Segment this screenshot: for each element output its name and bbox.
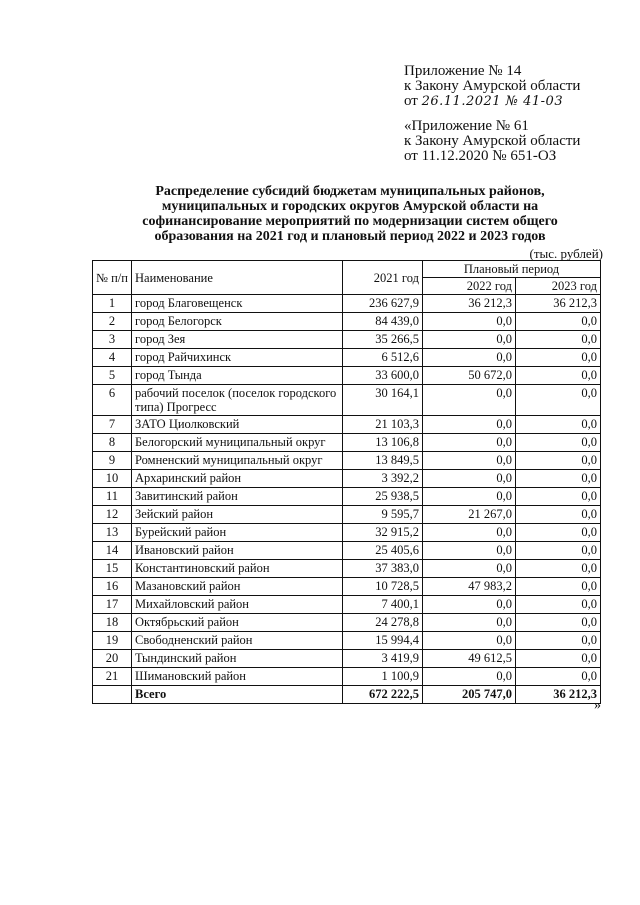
value-2022: 0,0 xyxy=(423,470,516,488)
value-2021: 10 728,5 xyxy=(343,578,423,596)
row-name: город Благовещенск xyxy=(132,295,343,313)
row-name: Белогорский муниципальный округ xyxy=(132,434,343,452)
value-2023: 0,0 xyxy=(516,614,601,632)
value-2023: 0,0 xyxy=(516,542,601,560)
table-row xyxy=(93,434,601,452)
header-2021: 2021 год xyxy=(343,261,423,295)
appendix-date-line xyxy=(404,94,580,109)
value-2022: 0,0 xyxy=(423,524,516,542)
value-2022: 0,0 xyxy=(423,331,516,349)
row-number: 7 xyxy=(93,416,132,434)
row-name: рабочий поселок (поселок городского типа) Прогресс xyxy=(132,385,343,416)
table-row xyxy=(93,560,601,578)
subsidy-table xyxy=(92,260,601,704)
value-2021: 3 419,9 xyxy=(343,650,423,668)
title-line: муниципальных и городских округов Амурской области на xyxy=(161,199,539,214)
value-2022: 0,0 xyxy=(423,614,516,632)
table-row xyxy=(93,668,601,686)
value-2023: 0,0 xyxy=(516,416,601,434)
appendix-number: Приложение № 14 xyxy=(404,63,522,79)
table-row xyxy=(93,506,601,524)
header-planned-period: Плановый период xyxy=(423,261,601,278)
appendix-law-ref: к Закону Амурской области xyxy=(404,78,581,94)
value-2021: 35 266,5 xyxy=(343,331,423,349)
table-row xyxy=(93,596,601,614)
row-name: Ивановский район xyxy=(132,542,343,560)
row-number: 13 xyxy=(93,524,132,542)
value-2021: 32 915,2 xyxy=(343,524,423,542)
value-2021: 1 100,9 xyxy=(343,668,423,686)
row-name: город Белогорск xyxy=(132,313,343,331)
value-2021: 33 600,0 xyxy=(343,367,423,385)
table-row xyxy=(93,524,601,542)
total-num-cell xyxy=(93,686,132,704)
value-2022: 49 612,5 xyxy=(423,650,516,668)
appendix-header xyxy=(404,64,580,164)
value-2022: 0,0 xyxy=(423,452,516,470)
value-2021: 9 595,7 xyxy=(343,506,423,524)
value-2023: 0,0 xyxy=(516,367,601,385)
row-number: 18 xyxy=(93,614,132,632)
value-2021: 3 392,2 xyxy=(343,470,423,488)
table-row xyxy=(93,416,601,434)
value-2022: 47 983,2 xyxy=(423,578,516,596)
row-name: Михайловский район xyxy=(132,596,343,614)
total-2023: 36 212,3 xyxy=(516,686,601,704)
row-number: 19 xyxy=(93,632,132,650)
value-2023: 0,0 xyxy=(516,578,601,596)
row-number: 9 xyxy=(93,452,132,470)
value-2022: 0,0 xyxy=(423,385,516,416)
value-2022: 0,0 xyxy=(423,668,516,686)
value-2022: 0,0 xyxy=(423,434,516,452)
title-line: образования на 2021 год и плановый период 2022 и 2023 годов xyxy=(154,229,546,244)
table-row xyxy=(93,488,601,506)
value-2021: 13 106,8 xyxy=(343,434,423,452)
value-2023: 0,0 xyxy=(516,632,601,650)
table-row xyxy=(93,295,601,313)
value-2021: 30 164,1 xyxy=(343,385,423,416)
value-2022: 36 212,3 xyxy=(423,295,516,313)
row-name: Шимановский район xyxy=(132,668,343,686)
value-2023: 0,0 xyxy=(516,596,601,614)
value-2023: 0,0 xyxy=(516,488,601,506)
table-row xyxy=(93,650,601,668)
original-law-ref: к Закону Амурской области xyxy=(404,133,581,149)
row-name: Константиновский район xyxy=(132,560,343,578)
value-2023: 0,0 xyxy=(516,668,601,686)
document-title xyxy=(100,184,600,244)
table-row xyxy=(93,349,601,367)
table-row xyxy=(93,313,601,331)
table-row xyxy=(93,470,601,488)
table-row xyxy=(93,385,601,416)
row-name: город Зея xyxy=(132,331,343,349)
value-2022: 0,0 xyxy=(423,488,516,506)
value-2023: 0,0 xyxy=(516,506,601,524)
table-row xyxy=(93,331,601,349)
row-name: ЗАТО Циолковский xyxy=(132,416,343,434)
value-2023: 0,0 xyxy=(516,313,601,331)
row-name: Октябрьский район xyxy=(132,614,343,632)
row-number: 14 xyxy=(93,542,132,560)
header-2022: 2022 год xyxy=(423,278,516,295)
value-2021: 37 383,0 xyxy=(343,560,423,578)
value-2023: 0,0 xyxy=(516,385,601,416)
value-2021: 7 400,1 xyxy=(343,596,423,614)
value-2023: 0,0 xyxy=(516,331,601,349)
value-2022: 0,0 xyxy=(423,416,516,434)
value-2021: 25 938,5 xyxy=(343,488,423,506)
row-name: Зейский район xyxy=(132,506,343,524)
row-number: 17 xyxy=(93,596,132,614)
value-2021: 13 849,5 xyxy=(343,452,423,470)
row-number: 21 xyxy=(93,668,132,686)
value-2021: 25 405,6 xyxy=(343,542,423,560)
value-2022: 50 672,0 xyxy=(423,367,516,385)
value-2021: 21 103,3 xyxy=(343,416,423,434)
value-2023: 0,0 xyxy=(516,452,601,470)
row-name: Бурейский район xyxy=(132,524,343,542)
row-number: 1 xyxy=(93,295,132,313)
value-2022: 21 267,0 xyxy=(423,506,516,524)
row-number: 10 xyxy=(93,470,132,488)
units-label: (тыс. рублей) xyxy=(529,246,603,261)
row-number: 16 xyxy=(93,578,132,596)
row-name: Мазановский район xyxy=(132,578,343,596)
value-2022: 0,0 xyxy=(423,349,516,367)
title-line: софинансирование мероприятий по модернизации систем общего xyxy=(142,214,558,229)
value-2023: 36 212,3 xyxy=(516,295,601,313)
header-name: Наименование xyxy=(132,261,343,295)
closing-quote: » xyxy=(594,698,601,713)
total-2022: 205 747,0 xyxy=(423,686,516,704)
value-2021: 84 439,0 xyxy=(343,313,423,331)
value-2021: 15 994,4 xyxy=(343,632,423,650)
row-number: 2 xyxy=(93,313,132,331)
row-name: Ромненский муниципальный округ xyxy=(132,452,343,470)
table-row xyxy=(93,452,601,470)
row-name: город Тында xyxy=(132,367,343,385)
row-number: 15 xyxy=(93,560,132,578)
table-body xyxy=(93,295,601,704)
table-row xyxy=(93,632,601,650)
row-name: Завитинский район xyxy=(132,488,343,506)
value-2022: 0,0 xyxy=(423,596,516,614)
row-number: 8 xyxy=(93,434,132,452)
row-name: Архаринский район xyxy=(132,470,343,488)
row-number: 5 xyxy=(93,367,132,385)
table-row xyxy=(93,578,601,596)
value-2023: 0,0 xyxy=(516,434,601,452)
original-appendix-number: «Приложение № 61 xyxy=(404,118,529,134)
value-2023: 0,0 xyxy=(516,524,601,542)
row-number: 11 xyxy=(93,488,132,506)
row-name: Свободненский район xyxy=(132,632,343,650)
appendix-date-prefix: от xyxy=(404,93,422,109)
row-name: Тындинский район xyxy=(132,650,343,668)
value-2022: 0,0 xyxy=(423,313,516,331)
value-2022: 0,0 xyxy=(423,632,516,650)
total-row xyxy=(93,686,601,704)
value-2023: 0,0 xyxy=(516,470,601,488)
total-2021: 672 222,5 xyxy=(343,686,423,704)
value-2021: 6 512,6 xyxy=(343,349,423,367)
value-2023: 0,0 xyxy=(516,650,601,668)
row-number: 6 xyxy=(93,385,132,416)
value-2022: 0,0 xyxy=(423,542,516,560)
row-number: 20 xyxy=(93,650,132,668)
row-number: 12 xyxy=(93,506,132,524)
table-row xyxy=(93,542,601,560)
table-row xyxy=(93,367,601,385)
header-2023: 2023 год xyxy=(516,278,601,295)
value-2022: 0,0 xyxy=(423,560,516,578)
original-law-date: от 11.12.2020 № 651-ОЗ xyxy=(404,148,557,164)
handwritten-date-number: 26.11.2021 № 41-03 xyxy=(421,94,564,109)
table-row xyxy=(93,614,601,632)
row-name: город Райчихинск xyxy=(132,349,343,367)
total-label: Всего xyxy=(132,686,343,704)
value-2023: 0,0 xyxy=(516,349,601,367)
value-2021: 236 627,9 xyxy=(343,295,423,313)
header-num: № п/п xyxy=(93,261,132,295)
row-number: 3 xyxy=(93,331,132,349)
value-2021: 24 278,8 xyxy=(343,614,423,632)
row-number: 4 xyxy=(93,349,132,367)
title-line: Распределение субсидий бюджетам муниципальных районов, xyxy=(155,184,545,199)
value-2023: 0,0 xyxy=(516,560,601,578)
